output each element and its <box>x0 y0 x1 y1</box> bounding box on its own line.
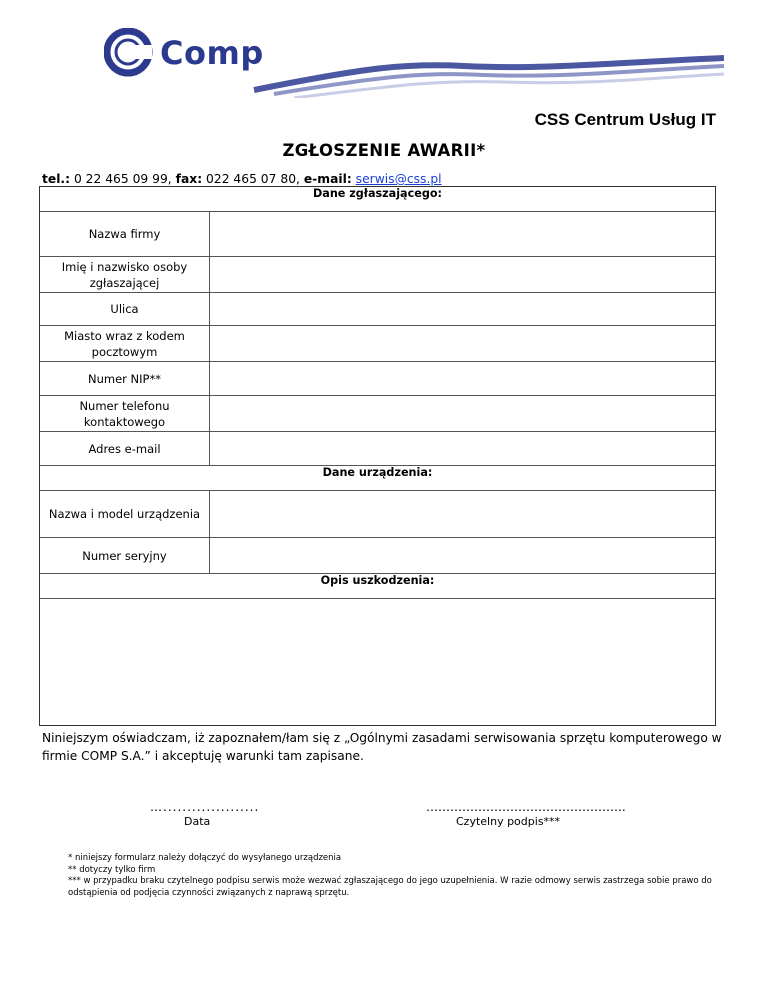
date-line[interactable]: ….................... <box>150 800 260 814</box>
field-label: Ulica <box>40 293 210 325</box>
form-row-person <box>40 256 715 292</box>
tel-label: tel.: <box>42 172 71 186</box>
date-label: Data <box>184 815 211 828</box>
form-row-street <box>40 292 715 325</box>
fax-label: fax: <box>175 172 203 186</box>
field-label: Imię i nazwisko osoby zgłaszającej <box>40 257 210 292</box>
section-header-device <box>40 465 715 490</box>
email-link[interactable]: serwis@css.pl <box>355 172 442 186</box>
serial-number-field[interactable] <box>210 538 715 573</box>
field-label: Numer telefonu kontaktowego <box>40 396 210 431</box>
phone-field[interactable] <box>210 396 715 431</box>
field-label: Nazwa firmy <box>40 212 210 256</box>
form-row-email <box>40 431 715 465</box>
form-row-serial <box>40 537 715 573</box>
street-field[interactable] <box>210 293 715 325</box>
field-label: Adres e-mail <box>40 432 210 465</box>
company-field[interactable] <box>210 212 715 256</box>
declaration-text: Niniejszym oświadczam, iż zapoznałem/łam się z „Ogólnymi zasadami serwisowania sprzętu komputerowego w firmie COMP S.A.” i akceptuję warunki tam zapisane. <box>42 731 722 763</box>
email-label: e-mail: <box>303 172 352 186</box>
section-title: Dane urządzenia: <box>322 466 433 479</box>
section-header-reporter <box>40 187 715 211</box>
city-field[interactable] <box>210 326 715 361</box>
field-label: Numer NIP** <box>40 362 210 395</box>
page-title: ZGŁOSZENIE AWARII* <box>282 141 486 160</box>
form-row-device-model <box>40 490 715 537</box>
section-title: Dane zgłaszającego: <box>313 187 442 200</box>
form-row-company <box>40 211 715 256</box>
comp-logo <box>104 28 724 98</box>
field-label: Nazwa i model urządzenia <box>40 491 210 537</box>
person-name-field[interactable] <box>210 257 715 292</box>
footnote: *** w przypadku braku czytelnego podpisu serwis może wezwać zgłaszającego do jego uzupełnienia. W razie odmowy serwis zastrzega sobie prawo do odstąpienia od podjęcia czynności związanych z naprawą sprzętu. <box>68 876 712 898</box>
form-row-city <box>40 325 715 361</box>
contact-line <box>42 172 442 186</box>
footnote: ** dotyczy tylko firm <box>68 864 156 875</box>
logo-text: Comp <box>160 34 264 72</box>
company-name: CSS Centrum Usług IT <box>534 110 716 129</box>
signature-line[interactable]: ………………………………………….. <box>426 800 626 814</box>
field-label: Miasto wraz z kodem pocztowym <box>40 326 210 361</box>
nip-field[interactable] <box>210 362 715 395</box>
signature-label: Czytelny podpis*** <box>456 815 561 828</box>
damage-description-field[interactable] <box>40 598 715 725</box>
device-model-field[interactable] <box>210 491 715 537</box>
footnotes <box>68 853 728 899</box>
section-title: Opis uszkodzenia: <box>320 574 435 587</box>
form-row-nip <box>40 361 715 395</box>
form-row-phone <box>40 395 715 431</box>
section-header-damage <box>40 573 715 598</box>
fax-value: 022 465 07 80, <box>202 172 304 186</box>
field-label: Numer seryjny <box>40 538 210 573</box>
footnote: * niniejszy formularz należy dołączyć do wysyłanego urządzenia <box>68 853 342 863</box>
tel-value: 0 22 465 09 99, <box>70 172 176 186</box>
email-field[interactable] <box>210 432 715 465</box>
report-form <box>39 186 716 726</box>
